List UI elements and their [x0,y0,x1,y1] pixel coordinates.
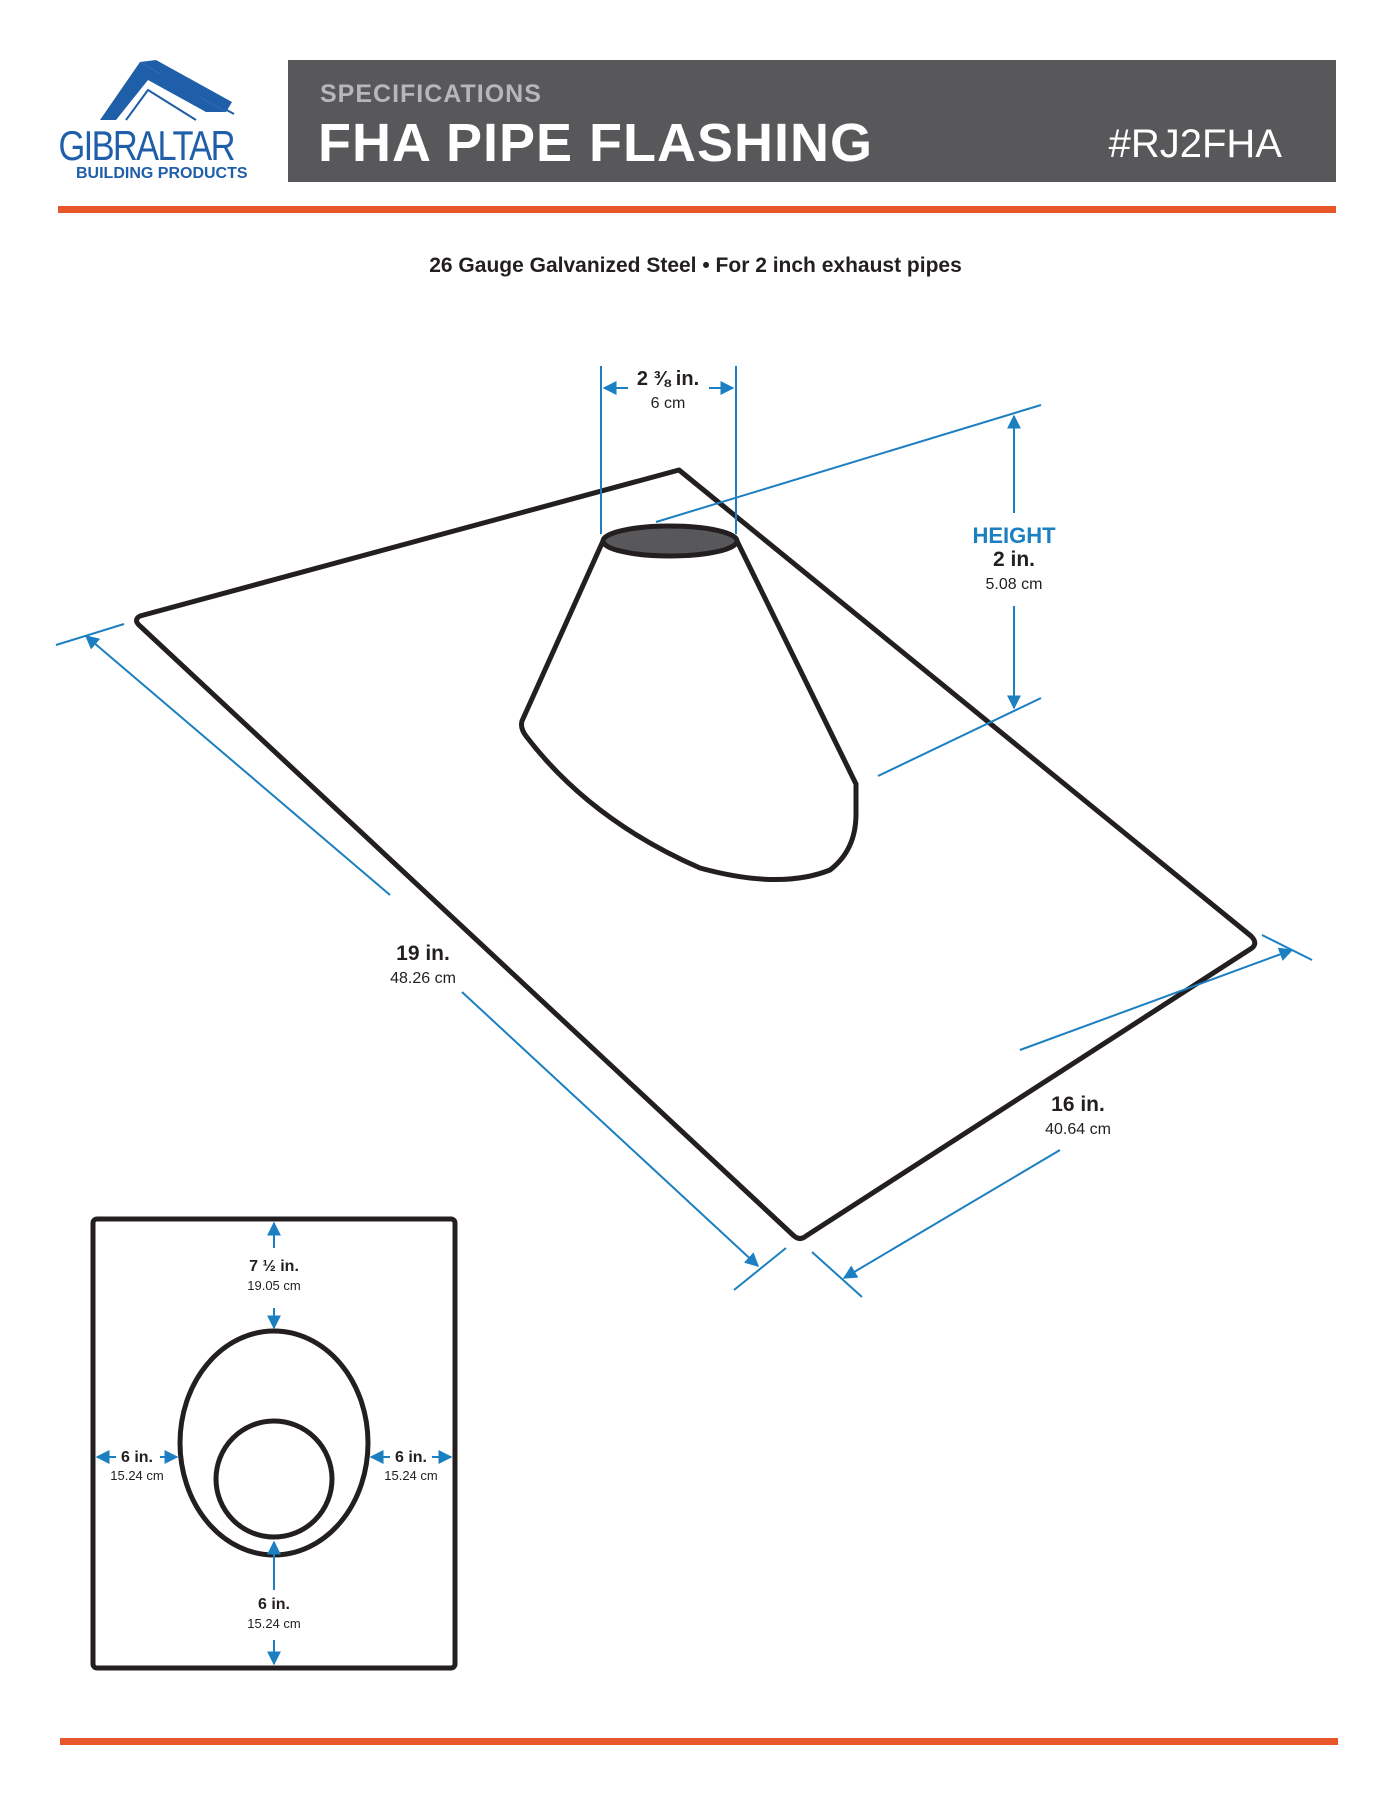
product-subtitle: 26 Gauge Galvanized Steel • For 2 inch exhaust pipes [429,254,962,277]
top-width-metric: 6 cm [650,395,686,412]
top-view-right-metric: 15.24 cm [384,1468,438,1483]
top-view-left-imperial: 6 in. [120,1449,154,1466]
height-imperial: 2 in. [992,548,1036,571]
top-view-left-metric: 15.24 cm [110,1468,164,1483]
height-metric: 5.08 cm [985,576,1043,593]
width-dimension [812,935,1312,1297]
top-view-inset [93,1219,455,1668]
width-metric: 40.64 cm [1045,1121,1111,1138]
length-imperial: 19 in. [396,942,450,965]
top-view-bottom-imperial: 6 in. [257,1596,291,1613]
top-width-imperial: 2 ⅜ in. [636,368,700,390]
top-view-right-imperial: 6 in. [394,1449,428,1466]
section-label: SPECIFICATIONS [320,80,542,108]
brand-name: GIBRALTAR [58,122,234,169]
top-width-dimension [601,366,736,534]
brand-subtitle: BUILDING PRODUCTS [76,165,248,182]
length-metric: 48.26 cm [390,970,456,987]
height-label: HEIGHT [972,523,1056,548]
product-sku: #RJ2FHA [1108,122,1282,166]
footer-divider [60,1738,1338,1745]
flashing-cone [522,526,857,880]
top-view-top-metric: 19.05 cm [247,1278,301,1293]
page-title: FHA PIPE FLASHING [318,113,874,173]
top-view-bottom-metric: 15.24 cm [247,1616,301,1631]
top-view-top-imperial: 7 ½ in. [249,1258,299,1275]
width-imperial: 16 in. [1051,1093,1105,1116]
